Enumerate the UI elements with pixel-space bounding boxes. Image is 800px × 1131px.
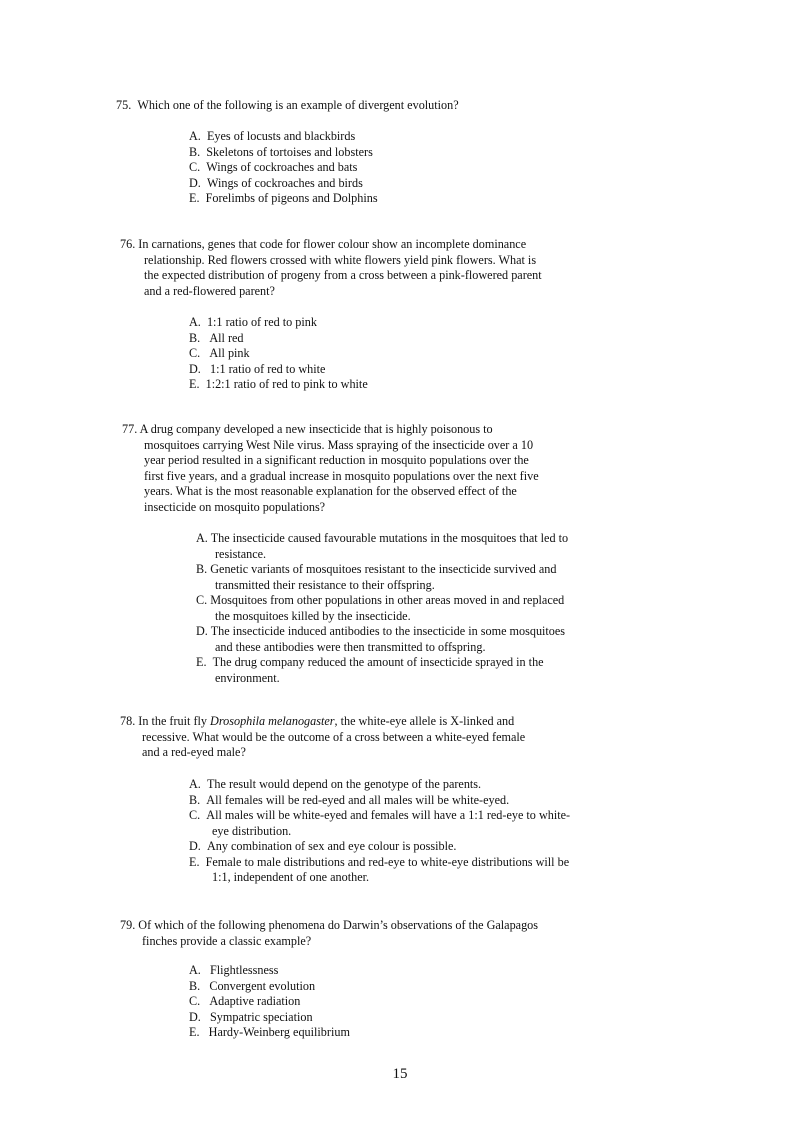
question-number: 79. bbox=[120, 918, 136, 932]
option-b[interactable]: B. All females will be red-eyed and all males will be white-eyed. bbox=[189, 792, 510, 807]
option-c[interactable]: C. Adaptive radiation bbox=[189, 994, 301, 1008]
question-number: 76. bbox=[120, 237, 136, 251]
option-a[interactable]: A. Flightlessness bbox=[189, 963, 279, 977]
question-78-options: A. The result would depend on the genotype of the parents. B. All females will be red-eyed and all males will be white-eyed. C. All males will be white-eyed and females will have a 1:1 red-eye to white- eye distribution. D. Any combination of sex and eye colour is possible. E. Female to male distributions and red-eye to white-eye distributions will be 1:1, independent of one another. bbox=[189, 777, 571, 884]
option-e[interactable]: E. Female to male distributions and red-eye to white-eye distributions will be bbox=[189, 854, 570, 869]
option-d[interactable]: D. Wings of cockroaches and birds bbox=[189, 175, 363, 190]
option-a[interactable]: A. The insecticide caused favourable mutations in the mosquitoes that led to bbox=[196, 531, 569, 545]
question-number: 78. bbox=[120, 714, 136, 728]
option-e[interactable]: E. Hardy-Weinberg equilibrium bbox=[189, 1025, 350, 1039]
option-a[interactable]: A. Eyes of locusts and blackbirds bbox=[189, 129, 356, 143]
option-e[interactable]: E. The drug company reduced the amount of insecticide sprayed in the bbox=[196, 655, 544, 669]
option-c[interactable]: C. All pink bbox=[189, 346, 250, 360]
question-78-stem: 78. In the fruit fly Drosophila melanogaster, the white-eye allele is X-linked and recessive. What would be the outcome of a cross between a white-eyed female and a red-eyed male? bbox=[120, 714, 526, 759]
question-number: 75. bbox=[116, 98, 132, 112]
option-c[interactable]: C. All males will be white-eyed and females will have a 1:1 red-eye to white- bbox=[189, 808, 571, 822]
option-b[interactable]: B. All red bbox=[189, 330, 244, 345]
option-c[interactable]: C. Mosquitoes from other populations in other areas moved in and replaced bbox=[196, 593, 565, 607]
question-79-options bbox=[189, 963, 350, 1041]
option-b[interactable]: B. Genetic variants of mosquitoes resistant to the insecticide survived and bbox=[196, 562, 557, 576]
question-79-stem: 79. Of which of the following phenomena do Darwin’s observations of the Galapagos finches provide a classic example? bbox=[120, 918, 539, 948]
option-b[interactable]: B. Skeletons of tortoises and lobsters bbox=[189, 144, 373, 159]
option-c[interactable]: C. Wings of cockroaches and bats bbox=[189, 160, 358, 174]
option-d[interactable]: D. The insecticide induced antibodies to the insecticide in some mosquitoes bbox=[196, 624, 566, 638]
option-e[interactable]: E. Forelimbs of pigeons and Dolphins bbox=[189, 191, 378, 205]
question-75-stem: 75. Which one of the following is an example of divergent evolution? bbox=[116, 98, 459, 112]
page-number: 15 bbox=[392, 1066, 408, 1082]
option-e[interactable]: E. 1:2:1 ratio of red to pink to white bbox=[189, 377, 368, 391]
question-76-stem: 76. In carnations, genes that code for flower colour show an incomplete dominance relationship. Red flowers crossed with white flowers yield pink flowers. What is the expected distribution of progeny from a cross between a pink-flowered parent and a red-flowered parent? bbox=[120, 237, 542, 298]
species-name: Drosophila melanogaster bbox=[210, 714, 335, 728]
option-d[interactable]: D. Any combination of sex and eye colour is possible. bbox=[189, 839, 457, 853]
question-77-stem: 77. A drug company developed a new insecticide that is highly poisonous to mosquitoes carrying West Nile virus. Mass spraying of the insecticide over a 10 year period resulted in a significant reduction in mosquito populations over the first five years, and a gradual increase in mosquito populations over the next five years. What is the most reasonable explanation for the observed effect of the insecticide on mosquito populations? bbox=[122, 422, 539, 514]
option-d[interactable]: D. 1:1 ratio of red to white bbox=[189, 361, 326, 376]
question-76-options bbox=[189, 315, 368, 393]
option-d[interactable]: D. Sympatric speciation bbox=[189, 1009, 313, 1024]
question-77-options: A. The insecticide caused favourable mutations in the mosquitoes that led to resistance. B. Genetic variants of mosquitoes resistant to the insecticide survived and transmitted their resistance to their offspring. C. Mosquitoes from other populations in other areas moved in and replaced the mosquitoes killed by the insecticide. D. The insecticide induced antibodies to the insecticide in some mosquitoes and these antibodies were then transmitted to offspring. E. The drug company reduced the amount of insecticide sprayed in the environment. bbox=[196, 531, 569, 685]
option-a[interactable]: A. The result would depend on the genotype of the parents. bbox=[189, 777, 482, 791]
question-75-options bbox=[189, 129, 378, 207]
option-a[interactable]: A. 1:1 ratio of red to pink bbox=[189, 315, 317, 329]
option-b[interactable]: B. Convergent evolution bbox=[189, 978, 316, 993]
question-number: 77. bbox=[122, 422, 138, 436]
